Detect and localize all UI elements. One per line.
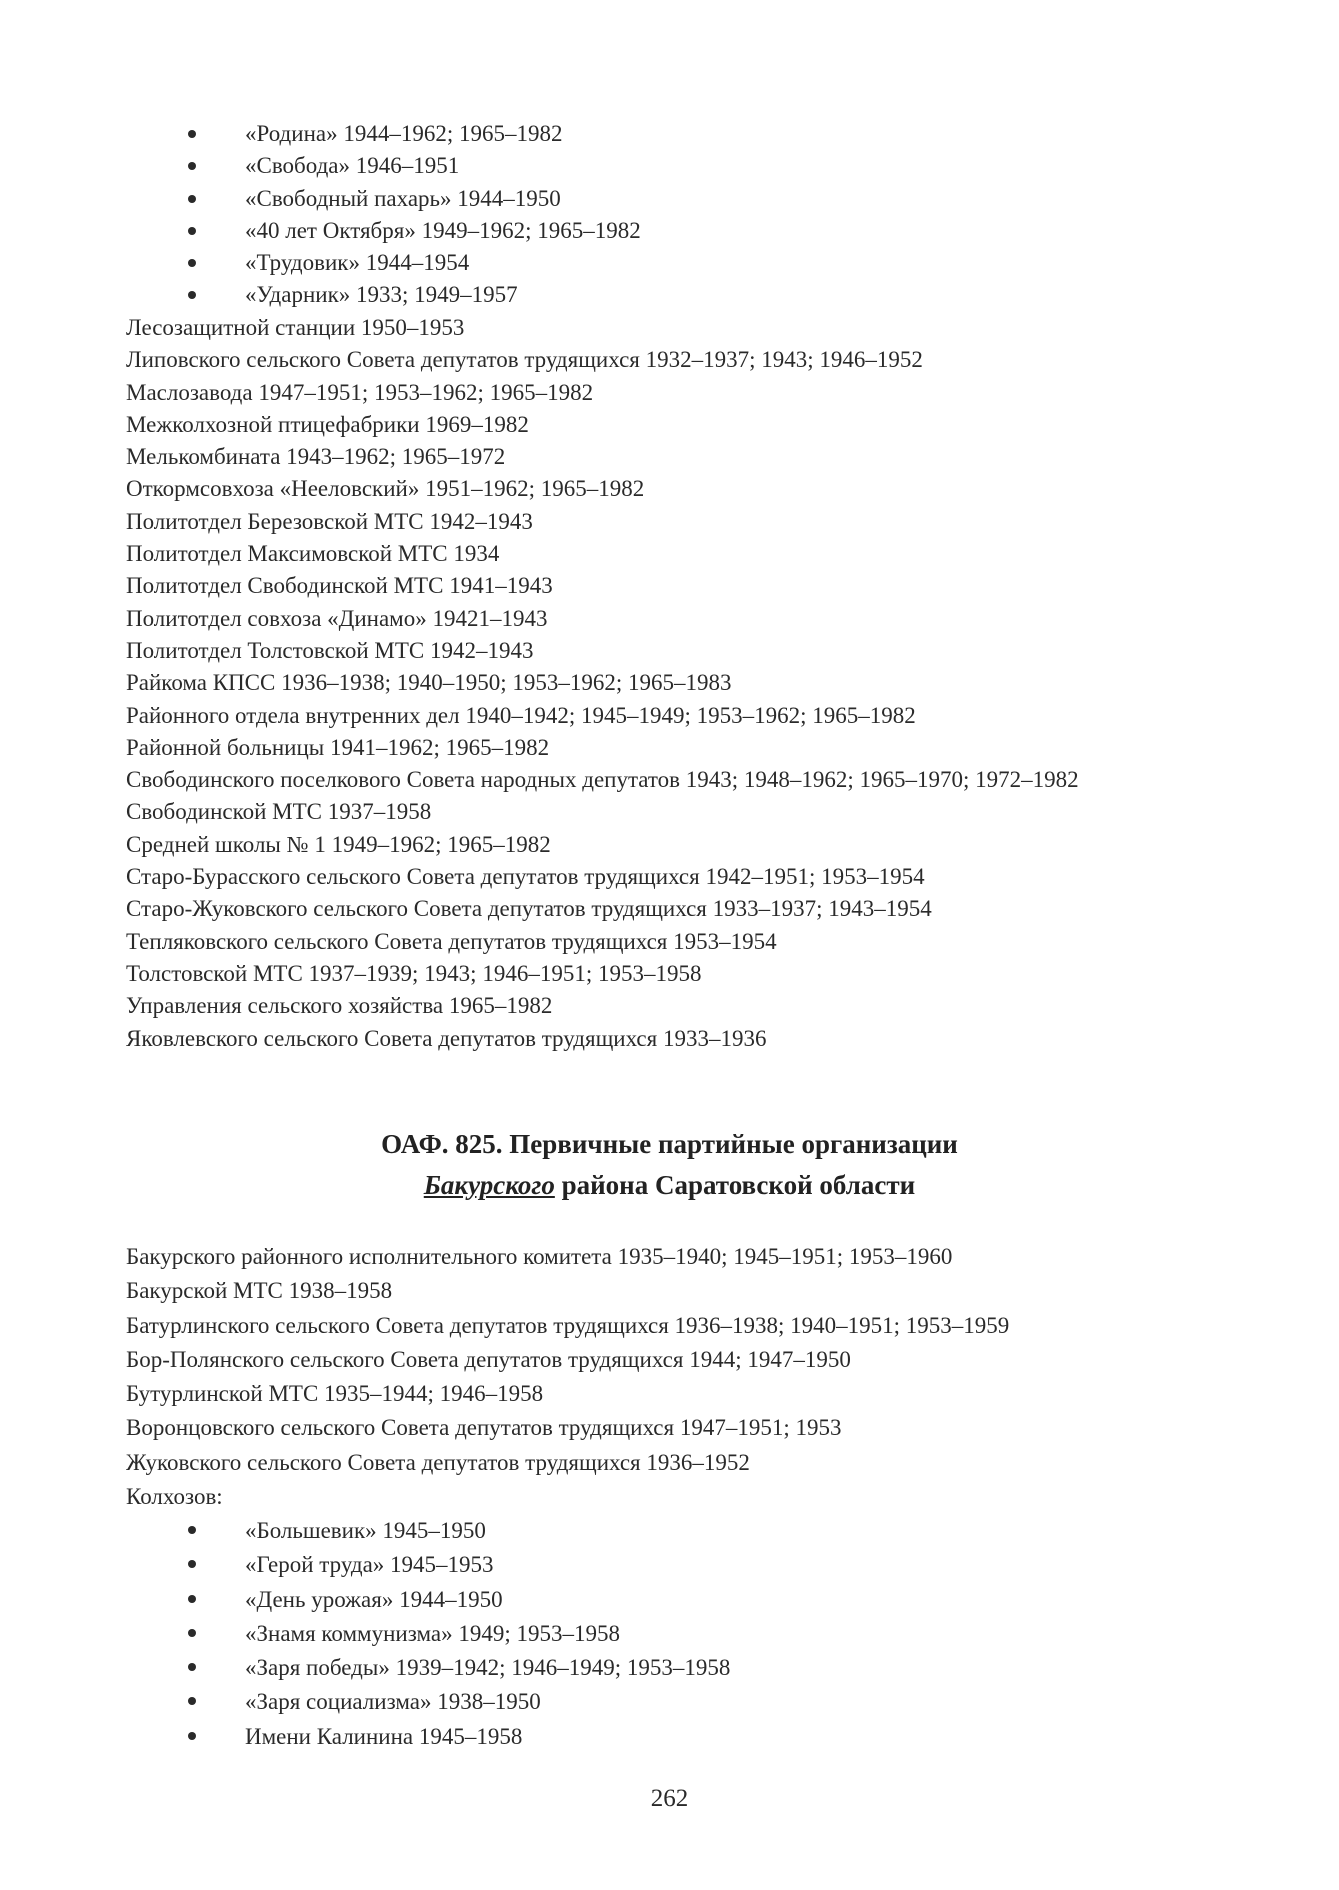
list-item [126, 247, 1266, 279]
entry-line: Откормсовхоза «Нееловский» 1951–1962; 1965–1982 [126, 476, 645, 502]
entry-line: Свободинского поселкового Совета народных депутатов 1943; 1948–1962; 1965–1970; 1972–1982 [126, 767, 1079, 793]
list-item-text: «40 лет Октября» 1949–1962; 1965–1982 [245, 217, 641, 243]
entry-line: Маслозавода 1947–1951; 1953–1962; 1965–1982 [126, 379, 594, 405]
bullet-icon [188, 1697, 196, 1705]
list-item [126, 183, 1266, 215]
list-item [126, 1651, 1266, 1685]
entry-line: Районного отдела внутренних дел 1940–1942; 1945–1949; 1953–1962; 1965–1982 [126, 702, 916, 728]
list-item-text: «Трудовик» 1944–1954 [245, 250, 470, 276]
entry-line: Политотдел Свободинской МТС 1941–1943 [126, 573, 553, 599]
list-item [126, 1548, 1266, 1582]
list-item-text: «Свободный пахарь» 1944–1950 [245, 185, 561, 211]
entry-line: Политотдел Толстовской МТС 1942–1943 [126, 637, 534, 663]
heading-line-1: ОАФ. 825. Первичные партийные организации [381, 1129, 958, 1159]
entry-line: Колхозов: [126, 1484, 223, 1510]
list-item-text: «Большевик» 1945–1950 [245, 1518, 486, 1543]
list-item [126, 279, 1266, 311]
bullet-icon [188, 227, 196, 235]
bullet-icon [188, 162, 196, 170]
entry-line: Политотдел Березовской МТС 1942–1943 [126, 508, 533, 534]
heading-line-2 [0, 1165, 1339, 1206]
entry-line: Батурлинского сельского Совета депутатов трудящихся 1936–1938; 1940–1951; 1953–1959 [126, 1312, 1010, 1338]
entry-line: Толстовской МТС 1937–1939; 1943; 1946–1951; 1953–1958 [126, 960, 702, 986]
bullet-icon [188, 1595, 196, 1603]
entry-line: Управления сельского хозяйства 1965–1982 [126, 993, 553, 1019]
list-item-text: Имени Калинина 1945–1958 [245, 1723, 523, 1749]
page-number: 262 [650, 1785, 689, 1812]
entry-line: Бакурской МТС 1938–1958 [126, 1278, 393, 1304]
top-bullet-list [126, 118, 1266, 312]
list-item-text: «Родина» 1944–1962; 1965–1982 [245, 121, 563, 146]
entry-line: Бор-Полянского сельского Совета депутатов трудящихся 1944; 1947–1950 [126, 1346, 851, 1372]
entry-line: Старо-Бурасского сельского Совета депутатов трудящихся 1942–1951; 1953–1954 [126, 864, 925, 890]
bullet-icon [188, 1560, 196, 1568]
list-item [126, 1514, 1266, 1548]
entry-line: Бутурлинской МТС 1935–1944; 1946–1958 [126, 1381, 544, 1407]
bullet-icon [188, 195, 196, 203]
bullet-icon [188, 259, 196, 267]
list-item-text: «Ударник» 1933; 1949–1957 [245, 282, 518, 308]
list-item-text: «Свобода» 1946–1951 [245, 153, 460, 179]
entry-line: Бакурского районного исполнительного комитета 1935–1940; 1945–1951; 1953–1960 [126, 1244, 953, 1269]
entry-line: Межколхозной птицефабрики 1969–1982 [126, 411, 529, 437]
bullet-icon [188, 291, 196, 299]
entry-line: Тепляковского сельского Совета депутатов трудящихся 1953–1954 [126, 928, 777, 954]
heading-line-2-rest: района Саратовской области [554, 1170, 916, 1200]
bullet-icon [188, 130, 196, 138]
list-item-text: «Заря социализма» 1938–1950 [245, 1689, 541, 1715]
list-item-text: «Герой труда» 1945–1953 [245, 1552, 494, 1578]
entry-line: Мелькомбината 1943–1962; 1965–1972 [126, 444, 506, 470]
list-item [126, 118, 1266, 150]
list-item-text: «Знамя коммунизма» 1949; 1953–1958 [245, 1620, 620, 1646]
bottom-entry-list [126, 1240, 1266, 1514]
bullet-icon [188, 1526, 196, 1534]
bullet-icon [188, 1732, 196, 1740]
entry-line: Политотдел совхоза «Динамо» 19421–1943 [126, 605, 548, 631]
section-heading [0, 1124, 1339, 1206]
bullet-icon [188, 1663, 196, 1671]
entry-line: Райкома КПСС 1936–1938; 1940–1950; 1953–1962; 1965–1983 [126, 670, 732, 696]
bullet-icon [188, 1629, 196, 1637]
list-item [126, 1720, 1266, 1754]
entry-line: Липовского сельского Совета депутатов трудящихся 1932–1937; 1943; 1946–1952 [126, 347, 923, 373]
list-item [126, 1583, 1266, 1617]
entry-line: Воронцовского сельского Совета депутатов трудящихся 1947–1951; 1953 [126, 1415, 842, 1441]
list-item [126, 150, 1266, 182]
bottom-bullet-list [126, 1514, 1266, 1754]
list-item [126, 1617, 1266, 1651]
heading-underlined-word: Бакурского [423, 1170, 555, 1200]
list-item [126, 1685, 1266, 1719]
entry-line: Политотдел Максимовской МТС 1934 [126, 541, 500, 567]
list-item-text: «Заря победы» 1939–1942; 1946–1949; 1953–1958 [245, 1655, 731, 1681]
entry-line: Жуковского сельского Совета депутатов трудящихся 1936–1952 [126, 1449, 750, 1475]
list-item-text: «День урожая» 1944–1950 [245, 1586, 503, 1612]
entry-line: Средней школы № 1 1949–1962; 1965–1982 [126, 831, 551, 857]
entry-line: Свободинской МТС 1937–1958 [126, 799, 432, 825]
entry-line: Лесозащитной станции 1950–1953 [126, 315, 465, 340]
entry-line: Районной больницы 1941–1962; 1965–1982 [126, 734, 550, 760]
top-entry-list [126, 312, 1266, 1055]
entry-line: Яковлевского сельского Совета депутатов трудящихся 1933–1936 [126, 1025, 767, 1051]
list-item [126, 215, 1266, 247]
entry-line: Старо-Жуковского сельского Совета депутатов трудящихся 1933–1937; 1943–1954 [126, 896, 932, 922]
